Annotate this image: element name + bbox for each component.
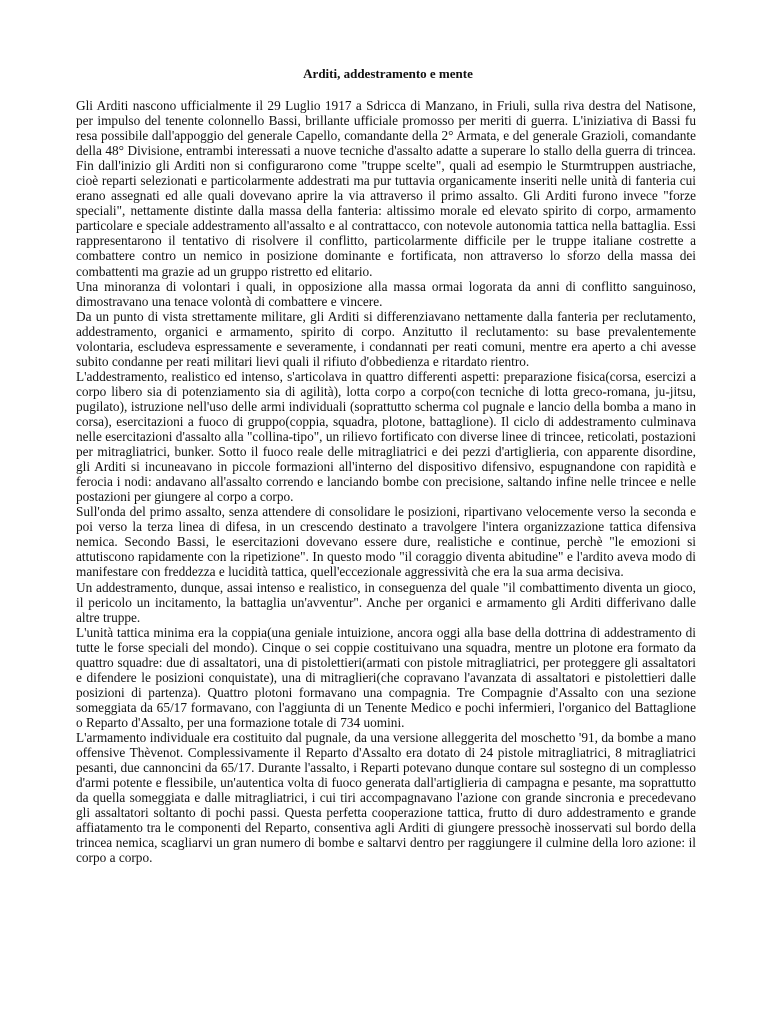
document-body [76,98,696,865]
paragraph-intensity: Un addestramento, dunque, assai intenso e realistico, in conseguenza del quale "il combattimento diventa un gioco, il pericolo un incitamento, la battaglia un'avventur". Anche per organici e armamento gli Arditi differivano dalle altre truppe. [76,579,696,625]
document-title: Arditi, addestramento e mente [303,66,473,81]
paragraph-training: L'addestramento, realistico ed intenso, s'articolava in quattro differenti aspetti: preparazione fisica(corsa, esercizi a corpo libero sia di potenziamento sia di agilità), lotta corpo a corpo(con tecniche di lotta greco-romana, ju-jitsu, pugilato), istruzione nell'uso delle armi individuali (soprattutto scherma col pugnale e lancio della bomba a mano in corsa), esercitazioni a fuoco di gruppo(coppia, squadra, plotone, battaglione). Il ciclo di addestramento culminava nelle esercitazioni d'assalto alla "collina-tipo", un rilievo fortificato con diverse linee di trincee, reticolati, postazioni per mitragliatrici, bunker. Sotto il fuoco reale delle mitragliatrici e dei pezzi d'artiglieria, con apparente disordine, gli Arditi si incuneavano in piccole formazioni all'interno del dispositivo difensivo, espugnandone con rapidità e ferocia i nodi: andavano all'assalto correndo e lanciando bombe con precisione, saltando infine nelle trincee e nelle postazioni per giungere al corpo a corpo. [76,368,696,505]
paragraph-assault: Sull'onda del primo assalto, senza attendere di consolidare le posizioni, ripartivano velocemente verso la seconda e poi verso la terza linea di difesa, in un crescendo destinato a travolgere l'intera organizzazione tattica difensiva nemica. Secondo Bassi, le esercitazioni dovevano essere dure, realistiche e continue, perchè "le emozioni si attutiscono rapidamente con la ripetizione". In questo modo "il coraggio diventa abitudine" e l'ardito aveva modo di manifestare con freddezza e lucidità tattica, quell'eccezionale aggressività che era la sua arma decisiva. [76,504,696,580]
paragraph-origins: Gli Arditi nascono ufficialmente il 29 Luglio 1917 a Sdricca di Manzano, in Friuli, sulla riva destra del Natisone, per impulso del tenente colonnello Bassi, brillante ufficiale promosso per meriti di guerra. L'iniziativa di Bassi fu resa possibile dall'appoggio del generale Capello, comandante della 2° Armata, e del generale Grazioli, comandante della 48° Divisione, entrambi interessati a nuove tecniche d'assalto adatte a superare lo stallo della guerra di trincea. Fin dall'inizio gli Arditi non si configurarono come "truppe scelte", quali ad esempio le Sturmtruppen austriache, cioè reparti selezionati e particolarmente addestrati ma pur tuttavia organicamente inseriti nelle unità di fanteria cui erano assegnati ed alle quali dovevano aprire la via attraverso il primo assalto. Gli Arditi furono invece "forze speciali", nettamente distinte dalla massa della fanteria: altissimo morale ed elevato spirito di corpo, armamento particolare e speciale addestramento all'assalto e al contrattacco, con notevole autonomia tattica nella battaglia. Essi rappresentarono il tentativo di risolvere il conflitto, particolarmente difficile per le truppe italiane costrette a combattere contro un nemico in posizione dominante e fortificata, non attraverso lo sforzo della massa dei combattenti ma grazie ad un gruppo ristretto ed elitario. [76,98,696,279]
paragraph-volunteers: Una minoranza di volontari i quali, in opposizione alla massa ormai logorata da anni di conflitto sanguinoso, dimostravano una tenace volontà di combattere e vincere. [76,278,696,309]
paragraph-armament: L'armamento individuale era costituito dal pugnale, da una versione alleggerita del moschetto '91, da bombe a mano offensive Thèvenot. Complessivamente il Reparto d'Assalto era dotato di 24 pistole mitragliatrici, 8 mitragliatrici pesanti, due cannoncini da 65/17. Durante l'assalto, i Reparti potevano dunque contare sul sostegno di un complesso d'armi potente e flessibile, un'autentica volta di fuoco generata dall'artiglieria di campagna e pesante, ma soprattutto da quella someggiata e dalle mitragliatrici, i cui tiri accompagnavano l'azione con grande sincronia e precedevano gli assaltatori soltanto di pochi passi. Questa perfetta cooperazione tattica, frutto di duro addestramento e grande affiatamento tra le componenti del Reparto, consentiva agli Arditi di giungere pressochè inosservati sul bordo della trincea nemica, scagliarvi un gran numero di bombe e saltarvi dentro per raggiungere il culmine della loro azione: il corpo a corpo. [76,729,696,866]
paragraph-recruitment: Da un punto di vista strettamente militare, gli Arditi si differenziavano nettamente dalla fanteria per reclutamento, addestramento, organici e armamento, spirito di corpo. Anzitutto il reclutamento: su base prevalentemente volontaria, escludeva espressamente e severamente, i condannati per reati comuni, mentre era aperto a chi avesse subito condanne per reati militari lievi quali il rifiuto d'obbedienza e ritardato rientro. [76,308,696,369]
paragraph-organization: L'unità tattica minima era la coppia(una geniale intuizione, ancora oggi alla base della dottrina di addestramento di tutte le forse speciali del mondo). Cinque o sei coppie costituivano una squadra, mentre un plotone era formato da quattro squadre: due di assaltatori, una di pistolettieri(armati con pistole mitragliatrici, per proteggere gli assaltatori e difendere le posizioni conquistate), una di mitraglieri(che copravano l'avanzata di assaltatori e pistolettieri dalle posizioni di partenza). Quattro plotoni formavano una compagnia. Tre Compagnie d'Assalto con una sezione someggiata da 65/17 formavano, con l'aggiunta di un Tenente Medico e pochi infermieri, l'organico del Battaglione o Reparto d'Assalto, per una formazione totale di 734 uomini. [76,624,696,730]
